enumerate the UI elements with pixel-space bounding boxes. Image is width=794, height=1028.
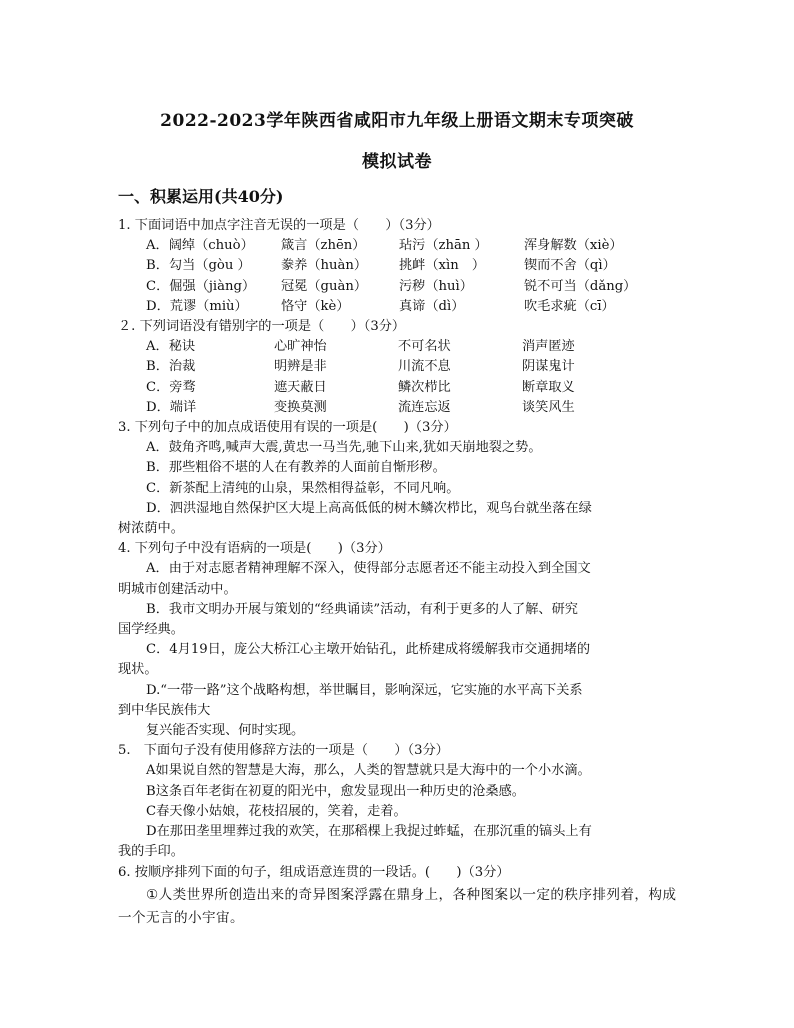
question-3-option-d-cont: 树浓荫中。 [118,521,184,537]
question-1-option-a: A．阔绰（chuò） 箴言（zhēn） 玷污（zhān ） 浑身解数（xiè） [146,238,623,254]
question-4-option-b: B．我市文明办开展与策划的“经典诵读”活动，有利于更多的人了解、研究 [146,601,578,617]
question-4-option-c: C．4月19日，庞公大桥江心主墩开始钻孔，此桥建成将缓解我市交通拥堵的 [146,642,591,658]
question-1-option-d: D．荒谬（miù） 恪守（kè） 真谛（dì） 吹毛求疵（cī） [146,298,615,314]
question-6-stem: 6. 按顺序排列下面的句子，组成语意连贯的一段话。( )（3分） [118,864,510,880]
question-2-stem: ２. 下列词语没有错别字的一项是（ ）（3分） [118,319,406,335]
question-5-stem: 5. 下面句子没有使用修辞方法的一项是（ ）（3分） [118,743,449,759]
section-heading: 一、积累运用(共40分) [118,187,284,206]
question-3-stem: 3. 下列句子中的加点成语使用有误的一项是( )（3分） [118,420,457,436]
question-4-option-c-cont: 现状。 [118,662,158,678]
question-3-option-b: B．那些粗俗不堪的人在有教养的人面前自惭形秽。 [146,460,446,476]
question-3-option-a: A．鼓角齐鸣,喊声大震,黄忠一马当先,驰下山来,犹如天崩地裂之势。 [146,440,542,456]
question-4-option-b-cont: 国学经典。 [118,622,184,638]
question-2-option-d: D．端详 变换莫测 流连忘返 谈笑风生 [146,399,575,415]
question-1-option-c: C．倔强（jiàng） 冠冕（guàn） 污秽（huì） 锐不可当（dǎng） [146,278,637,294]
question-4-option-a: A．由于对志愿者精神理解不深入，使得部分志愿者还不能主动投入到全国文 [146,561,591,577]
question-5-option-b: B这条百年老街在初夏的阳光中，愈发显现出一种历史的沧桑感。 [146,783,525,799]
question-1-option-b: B．勾当（gòu ） 豢养（huàn） 挑衅（xìn ） 锲而不舍（qì） [146,258,616,274]
exam-title: 2022-2023学年陕西省咸阳市九年级上册语文期末专项突破 [160,111,634,131]
question-4-option-d: D.“一带一路”这个战略构想，举世瞩目，影响深远，它实施的水平高下关系 [146,682,583,698]
questions [118,216,690,930]
question-4-option-a-cont: 明城市创建活动中。 [118,581,237,597]
question-1-stem: 1. 下面词语中加点字注音无误的一项是（ ）（3分） [118,218,440,233]
question-5-option-a: A如果说自然的智慧是大海，那么，人类的智慧就只是大海中的一个小水滴。 [146,763,591,779]
question-4-option-d-cont2: 复兴能否实现、何时实现。 [146,723,305,739]
exam-subtitle: 模拟试卷 [362,152,432,172]
question-2-option-a: A．秘诀 心旷神怡 不可名状 消声匿迹 [146,339,575,355]
question-2-option-c: C．旁骛 遮天蔽日 鳞次栉比 断章取义 [146,379,575,395]
question-6-passage: ①人类世界所创造出来的奇异图案浮露在鼎身上，各种图案以一定的秩序排列着，构成一个无言的小宇宙。 [118,886,677,926]
question-5-option-d: D在那田垄里埋葬过我的欢笑，在那稻棵上我捉过蚱蜢，在那沉重的镐头上有 [146,824,592,840]
question-2-option-b: B．治裁 明辨是非 川流不息 阴谋鬼计 [146,359,575,375]
question-5-option-c: C春天像小姑娘，花枝招展的，笑着，走着。 [146,803,407,819]
question-5-option-d-cont: 我的手印。 [118,844,184,860]
question-4-stem: 4. 下列句子中没有语病的一项是( )（3分） [118,541,391,557]
question-3-option-d: D．泗洪湿地自然保护区大堤上高高低低的树木鳞次栉比，观鸟台就坐落在绿 [146,500,592,516]
question-4-option-d-cont: 到中华民族伟大 [118,702,211,718]
question-3-option-c: C．新茶配上清纯的山泉，果然相得益彰，不同凡响。 [146,480,460,496]
